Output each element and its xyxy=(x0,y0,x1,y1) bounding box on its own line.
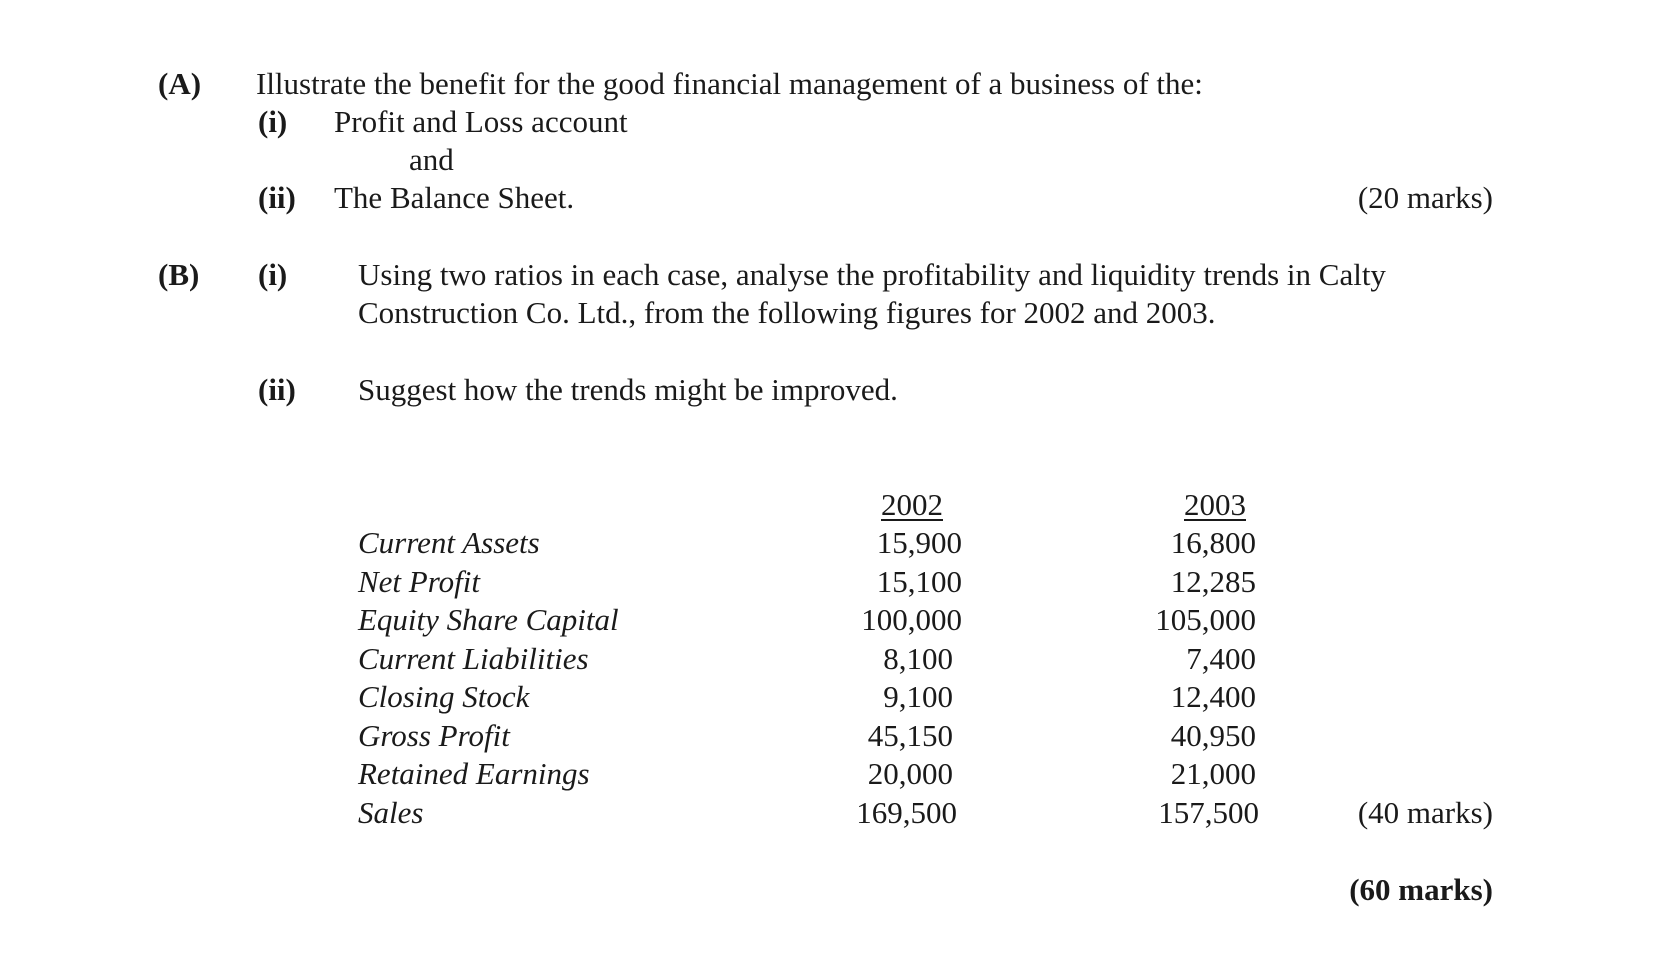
cell-2002-equity-share-capital: 100,000 xyxy=(861,602,962,637)
cell-2002-net-profit: 15,100 xyxy=(876,564,962,599)
part-a-item-ii-text: The Balance Sheet. xyxy=(334,180,575,215)
row-label-retained-earnings: Retained Earnings xyxy=(358,756,590,791)
cell-2002-current-liabilities: 8,100 xyxy=(883,641,953,676)
part-b-item-ii-text: Suggest how the trends might be improved. xyxy=(358,372,898,407)
header-2003: 2003 xyxy=(1184,487,1246,522)
part-a-marks: (20 marks) xyxy=(1357,180,1493,215)
cell-2003-current-assets: 16,800 xyxy=(1170,525,1256,560)
row-label-current-assets: Current Assets xyxy=(358,525,540,560)
part-a-item-i-text: Profit and Loss account xyxy=(334,104,628,139)
cell-2003-current-liabilities: 7,400 xyxy=(1186,641,1256,676)
part-b-item-i-label: (i) xyxy=(258,257,288,292)
cell-2003-retained-earnings: 21,000 xyxy=(1170,756,1256,791)
cell-2002-sales: 169,500 xyxy=(856,795,957,830)
part-b-marks: (40 marks) xyxy=(1357,795,1493,830)
row-label-current-liabilities: Current Liabilities xyxy=(358,641,589,676)
part-a-item-i-label: (i) xyxy=(258,104,288,139)
part-a-connector: and xyxy=(409,142,454,177)
row-label-net-profit: Net Profit xyxy=(358,564,480,599)
cell-2003-net-profit: 12,285 xyxy=(1170,564,1256,599)
part-b-label: (B) xyxy=(158,257,200,292)
cell-2002-retained-earnings: 20,000 xyxy=(867,756,953,791)
row-label-gross-profit: Gross Profit xyxy=(358,718,510,753)
cell-2002-current-assets: 15,900 xyxy=(876,525,962,560)
part-a-item-ii-label: (ii) xyxy=(258,180,296,215)
row-label-sales: Sales xyxy=(358,795,424,830)
row-label-equity-share-capital: Equity Share Capital xyxy=(358,602,619,637)
header-2002: 2002 xyxy=(881,487,943,522)
cell-2003-sales: 157,500 xyxy=(1158,795,1259,830)
part-a-label: (A) xyxy=(158,66,202,101)
cell-2003-closing-stock: 12,400 xyxy=(1170,679,1256,714)
part-b-item-i-line2: Construction Co. Ltd., from the following figures for 2002 and 2003. xyxy=(358,295,1216,330)
total-marks: (60 marks) xyxy=(1349,872,1493,907)
cell-2002-closing-stock: 9,100 xyxy=(883,679,953,714)
part-a-prompt: Illustrate the benefit for the good financial management of a business of the: xyxy=(256,66,1203,101)
cell-2003-gross-profit: 40,950 xyxy=(1170,718,1256,753)
cell-2002-gross-profit: 45,150 xyxy=(867,718,953,753)
part-b-item-i-line1: Using two ratios in each case, analyse the profitability and liquidity trends in Calty xyxy=(358,257,1386,292)
part-b-item-ii-label: (ii) xyxy=(258,372,296,407)
cell-2003-equity-share-capital: 105,000 xyxy=(1155,602,1256,637)
row-label-closing-stock: Closing Stock xyxy=(358,679,530,714)
